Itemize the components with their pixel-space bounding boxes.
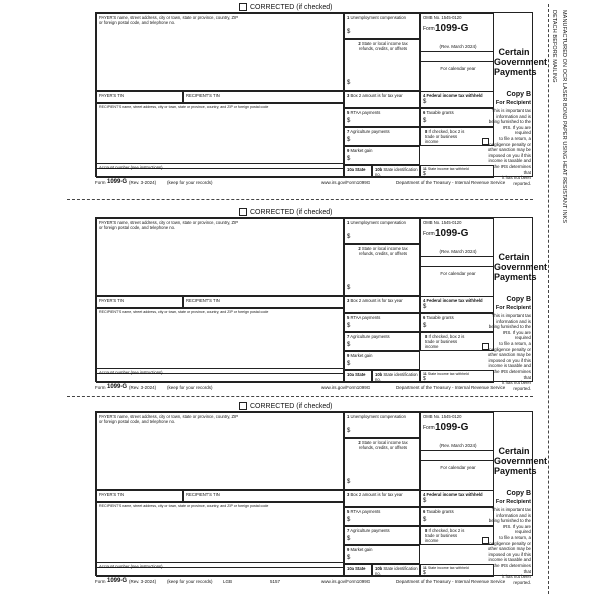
copy-b-label: Copy B	[506, 490, 531, 497]
calendar-year-label: For calendar year	[440, 66, 476, 71]
recipient-tin-box[interactable]	[183, 296, 344, 308]
omb-number: OMB No. 1545-0120	[423, 414, 462, 419]
footer-rev: (Rev. 3-2024)	[129, 579, 157, 584]
box-11-state-withheld[interactable]: 11 State income tax withheld $	[420, 564, 494, 577]
calendar-year-label: For calendar year	[440, 465, 476, 470]
payer-label: PAYER'S name, street address, city or town, state or province, country, ZIP or foreign postal code, and telephone no.	[99, 414, 239, 424]
box-4-federal-withheld[interactable]: 4 Federal income tax withheld $	[420, 490, 494, 507]
corrected-label: CORRECTED (if checked)	[250, 3, 333, 11]
copy-b-label: Copy B	[506, 91, 531, 98]
corrected-checkbox-row	[239, 208, 332, 216]
corrected-checkbox-row	[239, 3, 332, 11]
box-6-taxable-grants[interactable]: 6 Taxable grants $	[420, 108, 494, 127]
tax-form-sheet	[67, 0, 567, 600]
form-id-box	[420, 13, 494, 91]
payer-label: PAYER'S name, street address, city or town, state or province, country, ZIP or foreign postal code, and telephone no.	[99, 220, 239, 230]
account-label: Account number (see instructions)	[99, 165, 163, 170]
omb-number: OMB No. 1545-0120	[423, 15, 462, 20]
payer-info-box[interactable]	[96, 412, 344, 490]
recipient-tin-label: RECIPIENT'S TIN	[186, 492, 220, 497]
recipient-info-box[interactable]	[96, 502, 344, 568]
payer-tin-box[interactable]	[96, 296, 183, 308]
box-8-trade-business: 8 If checked, box 2 is trade or business income	[420, 332, 494, 351]
corrected-label: CORRECTED (if checked)	[250, 402, 333, 410]
recipient-tin-box[interactable]	[183, 490, 344, 502]
tear-line	[67, 199, 533, 200]
recipient-label: RECIPIENT'S name, street address, city or town, state or province, country, and ZIP or foreign postal code	[99, 105, 269, 109]
footer-form-name: 1099-G	[107, 179, 128, 185]
form-prefix: Form	[423, 26, 435, 32]
footer-code: 5157	[270, 579, 281, 584]
box-1-label: Unemployment compensation	[350, 15, 406, 20]
side-detach-text: DETACH BEFORE MAILING	[551, 10, 557, 83]
box-1-unemployment[interactable]: 1 Unemployment compensation $	[344, 412, 420, 438]
box-8-trade-business: 8 If checked, box 2 is trade or business income	[420, 526, 494, 545]
account-label: Account number (see instructions)	[99, 564, 163, 569]
footer-url: www.irs.gov/Form1099G	[321, 579, 371, 584]
recipient-info-box[interactable]	[96, 308, 344, 374]
omb-number: OMB No. 1545-0120	[423, 220, 462, 225]
calendar-year-label: For calendar year	[440, 271, 476, 276]
corrected-label: CORRECTED (if checked)	[250, 208, 333, 216]
footer-keep: (keep for your records)	[167, 579, 213, 584]
form-revision: (Rev. March 2024)	[439, 249, 477, 254]
corrected-checkbox-row	[239, 402, 332, 410]
footer-url: www.irs.gov/Form1099G	[321, 180, 371, 185]
payer-info-box[interactable]	[96, 218, 344, 296]
box-8-trade-business: 8 If checked, box 2 is trade or business income	[420, 127, 494, 146]
box-10a-state[interactable]: 10a State	[344, 370, 372, 383]
footer-dept: Department of the Treasury - Internal Revenue Service	[396, 385, 506, 390]
box-3-tax-year[interactable]: 3 Box 2 amount is for tax year	[344, 91, 420, 108]
footer-rev: (Rev. 3-2024)	[129, 180, 157, 185]
recipient-tin-label: RECIPIENT'S TIN	[186, 93, 220, 98]
recipient-tin-label: RECIPIENT'S TIN	[186, 298, 220, 303]
payer-tin-label: PAYER'S TIN	[99, 492, 124, 497]
box-9-market-gain[interactable]: 9 Market gain $	[344, 351, 420, 370]
form-title: Certain Government Payments	[494, 252, 548, 282]
box-10b-state-id[interactable]: 10b State identification no.	[372, 165, 420, 178]
account-number-box[interactable]	[96, 163, 344, 178]
payer-info-box[interactable]	[96, 13, 344, 91]
box-1-unemployment[interactable]: 1 Unemployment compensation $	[344, 218, 420, 244]
footer-form-prefix: Form	[95, 385, 106, 390]
corrected-checkbox[interactable]	[239, 402, 247, 410]
box-8-checkbox[interactable]	[482, 537, 489, 544]
form-revision: (Rev. March 2024)	[439, 44, 477, 49]
form-name: 1099-G	[435, 23, 469, 34]
box-10b-state-id[interactable]: 10b State identification no.	[372, 564, 420, 577]
form-title: Certain Government Payments	[494, 446, 548, 476]
form-prefix: Form	[423, 231, 435, 237]
footer-keep: (keep for your records)	[167, 180, 213, 185]
box-2-state-refunds[interactable]: 2 State or local income tax refunds, credits, or offsets $	[344, 39, 420, 91]
recipient-label: RECIPIENT'S name, street address, city or town, state or province, country, and ZIP or foreign postal code	[99, 310, 269, 314]
box-4-federal-withheld[interactable]: 4 Federal income tax withheld $	[420, 296, 494, 313]
form-revision: (Rev. March 2024)	[439, 443, 477, 448]
footer-lgb: LGB	[223, 579, 233, 584]
form-prefix: Form	[423, 425, 435, 431]
footer-rev: (Rev. 3-2024)	[129, 385, 157, 390]
corrected-checkbox[interactable]	[239, 208, 247, 216]
for-recipient-label: For Recipient	[495, 100, 531, 106]
for-recipient-label: For Recipient	[495, 305, 531, 311]
form-1099g-copy-b	[67, 207, 548, 401]
footer-url: www.irs.gov/Form1099G	[321, 385, 371, 390]
box-1-unemployment[interactable]: 1 Unemployment compensation $	[344, 13, 420, 39]
box-7-agriculture[interactable]: 7 Agriculture payments $	[344, 526, 420, 545]
account-label: Account number (see instructions)	[99, 370, 163, 375]
box-11-state-withheld[interactable]: 11 State income tax withheld $	[420, 370, 494, 383]
payer-tin-box[interactable]	[96, 490, 183, 502]
form-1099g-copy-b	[67, 2, 548, 196]
box-2-state-refunds[interactable]: 2 State or local income tax refunds, credits, or offsets $	[344, 438, 420, 490]
footer-form-prefix: Form	[95, 180, 106, 185]
box-11-state-withheld[interactable]: 11 State income tax withheld $	[420, 165, 494, 178]
box-5-rtaa[interactable]: 5 RTAA payments $	[344, 108, 420, 127]
payer-label: PAYER'S name, street address, city or town, state or province, country, ZIP or foreign postal code, and telephone no.	[99, 15, 239, 25]
payer-tin-label: PAYER'S TIN	[99, 298, 124, 303]
corrected-checkbox[interactable]	[239, 3, 247, 11]
account-number-box[interactable]	[96, 368, 344, 383]
form-title: Certain Government Payments	[494, 47, 548, 77]
box-10a-state[interactable]: 10a State	[344, 165, 372, 178]
account-number-box[interactable]	[96, 562, 344, 577]
box-9-market-gain[interactable]: 9 Market gain $	[344, 146, 420, 165]
box-6-taxable-grants[interactable]: 6 Taxable grants $	[420, 313, 494, 332]
copy-b-label: Copy B	[506, 296, 531, 303]
box-4-federal-withheld[interactable]: 4 Federal income tax withheld $	[420, 91, 494, 108]
form-id-box	[420, 218, 494, 296]
box-1-label: Unemployment compensation	[350, 220, 406, 225]
box-2-state-refunds[interactable]: 2 State or local income tax refunds, credits, or offsets $	[344, 244, 420, 296]
footer-form-name: 1099-G	[107, 578, 128, 584]
footer-form-name: 1099-G	[107, 384, 128, 390]
recipient-label: RECIPIENT'S name, street address, city or town, state or province, country, and ZIP or foreign postal code	[99, 504, 269, 508]
box-7-agriculture[interactable]: 7 Agriculture payments $	[344, 127, 420, 146]
box-3-tax-year[interactable]: 3 Box 2 amount is for tax year	[344, 490, 420, 507]
box-2-label: State or local income tax refunds, credits, or offsets	[358, 41, 408, 51]
box-6-taxable-grants[interactable]: 6 Taxable grants $	[420, 507, 494, 526]
box-5-rtaa[interactable]: 5 RTAA payments $	[344, 507, 420, 526]
form-name: 1099-G	[435, 228, 469, 239]
payer-tin-box[interactable]	[96, 91, 183, 103]
box-8-checkbox[interactable]	[482, 138, 489, 145]
box-10a-state[interactable]: 10a State	[344, 564, 372, 577]
tax-notice: This is important tax information and is being furnished to the IRS. If you are required to file a return, a negligence penalty or other sanction may be imposed on you if this income is taxable and the IRS determines that it has not been reported.	[487, 507, 531, 585]
box-5-rtaa[interactable]: 5 RTAA payments $	[344, 313, 420, 332]
recipient-tin-box[interactable]	[183, 91, 344, 103]
box-2-label: State or local income tax refunds, credits, or offsets	[358, 246, 408, 256]
box-7-agriculture[interactable]: 7 Agriculture payments $	[344, 332, 420, 351]
form-id-box	[420, 412, 494, 490]
side-manufactured-text: MANUFACTURED ON OCR LASER BOND PAPER USING HEAT RESISTANT INKS	[561, 10, 567, 224]
box-10b-state-id[interactable]: 10b State identification no.	[372, 370, 420, 383]
form-1099g-copy-b	[67, 401, 548, 595]
tax-notice: This is important tax information and is being furnished to the IRS. If you are required to file a return, a negligence penalty or other sanction may be imposed on you if this income is taxable and the IRS determines that it has not been reported.	[487, 108, 531, 186]
side-tear-line	[548, 4, 549, 594]
recipient-info-box[interactable]	[96, 103, 344, 169]
footer-dept: Department of the Treasury - Internal Revenue Service	[396, 579, 506, 584]
tax-notice: This is important tax information and is being furnished to the IRS. If you are required to file a return, a negligence penalty or other sanction may be imposed on you if this income is taxable and the IRS determines that it has not been reported.	[487, 313, 531, 391]
footer-keep: (keep for your records)	[167, 385, 213, 390]
form-name: 1099-G	[435, 422, 469, 433]
box-3-tax-year[interactable]: 3 Box 2 amount is for tax year	[344, 296, 420, 313]
for-recipient-label: For Recipient	[495, 499, 531, 505]
box-1-label: Unemployment compensation	[350, 414, 406, 419]
footer-dept: Department of the Treasury - Internal Revenue Service	[396, 180, 506, 185]
box-9-market-gain[interactable]: 9 Market gain $	[344, 545, 420, 564]
footer-form-prefix: Form	[95, 579, 106, 584]
box-2-label: State or local income tax refunds, credits, or offsets	[358, 440, 408, 450]
payer-tin-label: PAYER'S TIN	[99, 93, 124, 98]
box-8-checkbox[interactable]	[482, 343, 489, 350]
